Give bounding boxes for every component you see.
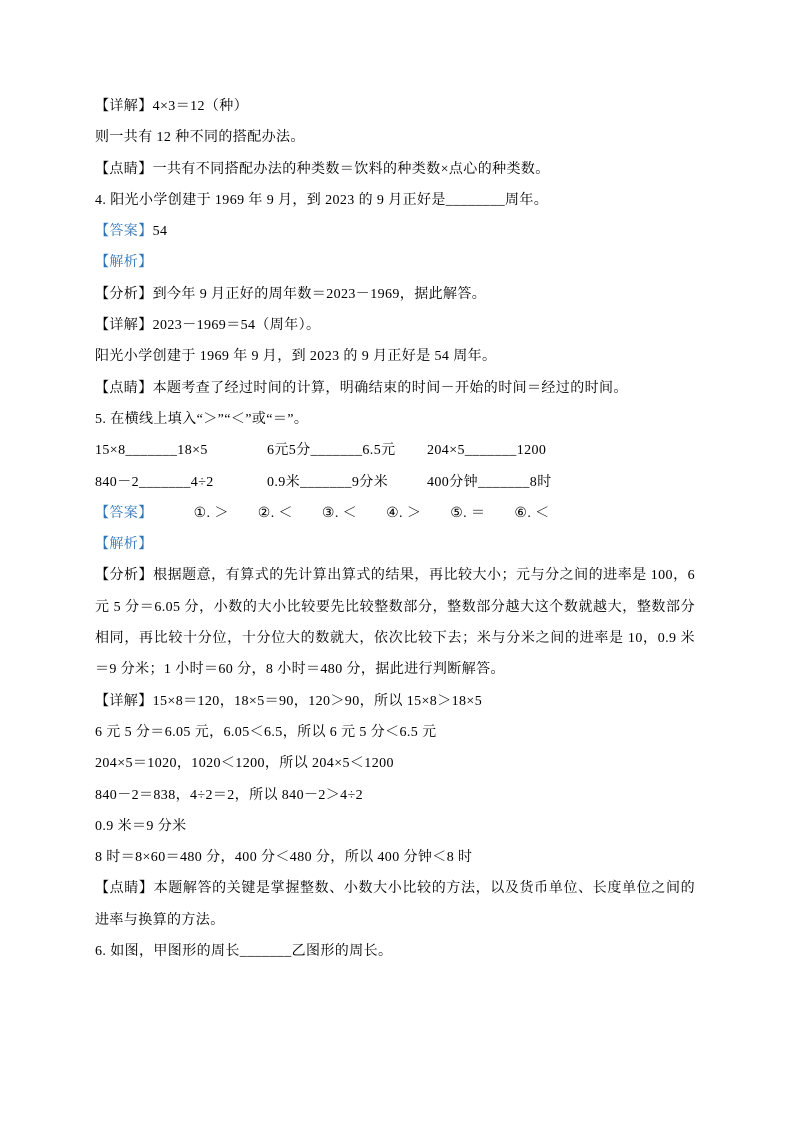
q5-analysis-header [95, 529, 695, 560]
question-4 [95, 185, 695, 216]
q4-analysis-header [95, 247, 695, 278]
q5-answer-3: ③. ＜ [321, 505, 358, 521]
q5-detail-line-1 [95, 686, 695, 717]
q5-detail-line-6 [95, 842, 695, 873]
analysis-header-label: 【解析】 [95, 255, 153, 271]
q5-detail-text-4: 840－2＝838，4÷2＝2，所以 840－2＞4÷2 [95, 787, 364, 803]
q5-detail-text-3: 204×5＝1020，1020＜1200，所以 204×5＜1200 [95, 756, 394, 772]
q5-comparison-row-1 [95, 435, 695, 466]
q4-answer-value: 54 [152, 224, 168, 240]
q4-detail-paragraph [95, 310, 695, 341]
answer-label: 【答案】 [95, 505, 153, 521]
q5-answer-5: ⑤. ＝ [450, 505, 486, 521]
q5-detail-line-3 [95, 748, 695, 779]
q5-detail-text-2: 6 元 5 分＝6.05 元，6.05＜6.5，所以 6 元 5 分＜6.5 元 [95, 724, 437, 740]
comparison-item-1: 15×8_______18×5 [95, 443, 208, 459]
detail-label: 【详解】 [95, 693, 153, 709]
tip-label: 【点睛】 [95, 380, 153, 396]
q5-detail-line-2 [95, 717, 695, 748]
q5-detail-line-5 [95, 811, 695, 842]
analysis-label: 【分析】 [95, 568, 154, 584]
q5-comparison-row-2 [95, 467, 695, 498]
comparison-item-3: 204×5_______1200 [427, 443, 547, 459]
analysis-label: 【分析】 [95, 286, 153, 302]
q5-answer-2: ②. ＜ [257, 505, 293, 521]
q4-statement-text: 阳光小学创建于 1969 年 9 月，到 2023 的 9 月正好是 54 周年。 [95, 349, 497, 365]
q5-detail-text-6: 8 时＝8×60＝480 分，400 分＜480 分，所以 400 分钟＜8 时 [95, 850, 473, 866]
q5-answer-paragraph [95, 498, 695, 529]
q4-answer-paragraph [95, 216, 695, 247]
q5-tip-paragraph [95, 873, 695, 936]
comparison-item-5: 0.9米_______9分米 [267, 474, 389, 490]
q5-detail-line-4 [95, 780, 695, 811]
q3-tip-paragraph [95, 154, 695, 185]
q3-tip-text: 一共有不同搭配办法的种类数＝饮料的种类数×点心的种类数。 [152, 161, 550, 177]
answer-label: 【答案】 [95, 224, 153, 240]
q5-analysis-text: 根据题意，有算式的先计算出算式的结果，再比较大小；元与分之间的进率是 100，6 元 5 分＝6.05 分，小数的大小比较要先比较整数部分，整数部分越大这个数就越大，整数部分相同，再比较十分位，十分位大的数就大，依次比较下去；米与分米之间的进率是 10，0.9 米＝9 分米；1 小时＝60 分，8 小时＝480 分，据此进行判断解答。 [95, 568, 695, 678]
q3-conclusion-text: 则一共有 12 种不同的搭配办法。 [95, 130, 305, 146]
detail-label: 【详解】 [95, 99, 153, 114]
comparison-item-2: 6元5分_______6.5元 [267, 443, 396, 459]
q4-analysis-paragraph [95, 279, 695, 310]
question-5-text: 5. 在横线上填入“＞”“＜”或“＝”。 [95, 411, 309, 427]
question-6 [95, 936, 695, 967]
detail-label: 【详解】 [95, 318, 153, 334]
q5-detail-text-1: 15×8＝120，18×5＝90，120＞90，所以 15×8＞18×5 [152, 693, 483, 709]
question-4-text: 4. 阳光小学创建于 1969 年 9 月，到 2023 的 9 月正好是________周年。 [95, 192, 549, 208]
analysis-header-label: 【解析】 [95, 537, 153, 553]
q3-detail-text: 4×3＝12（种） [152, 99, 249, 114]
q4-tip-paragraph [95, 373, 695, 404]
tip-label: 【点睛】 [95, 161, 153, 177]
q3-detail-paragraph [95, 91, 695, 122]
q4-analysis-text: 到今年 9 月正好的周年数＝2023－1969，据此解答。 [152, 286, 487, 302]
q5-answer-4: ④. ＞ [386, 505, 422, 521]
comparison-item-6: 400分钟_______8时 [427, 474, 552, 490]
q3-conclusion-paragraph [95, 122, 695, 153]
q4-detail-text: 2023－1969＝54（周年）。 [152, 318, 321, 334]
q5-answer-6: ⑥. ＜ [514, 505, 550, 521]
question-6-text: 6. 如图，甲图形的周长_______乙图形的周长。 [95, 944, 393, 960]
q4-statement-paragraph [95, 341, 695, 372]
q4-tip-text: 本题考查了经过时间的计算，明确结束的时间－开始的时间＝经过的时间。 [152, 380, 628, 396]
q5-detail-text-5: 0.9 米＝9 分米 [95, 818, 187, 834]
q5-answer-1: ①. ＞ [193, 505, 229, 521]
q5-tip-text: 本题解答的关键是掌握整数、小数大小比较的方法，以及货币单位、长度单位之间的进率与换算的方法。 [95, 881, 695, 928]
q5-analysis-paragraph [95, 560, 695, 685]
tip-label: 【点睛】 [95, 881, 154, 897]
comparison-item-4: 840－2_______4÷2 [95, 474, 214, 490]
question-5 [95, 404, 695, 435]
